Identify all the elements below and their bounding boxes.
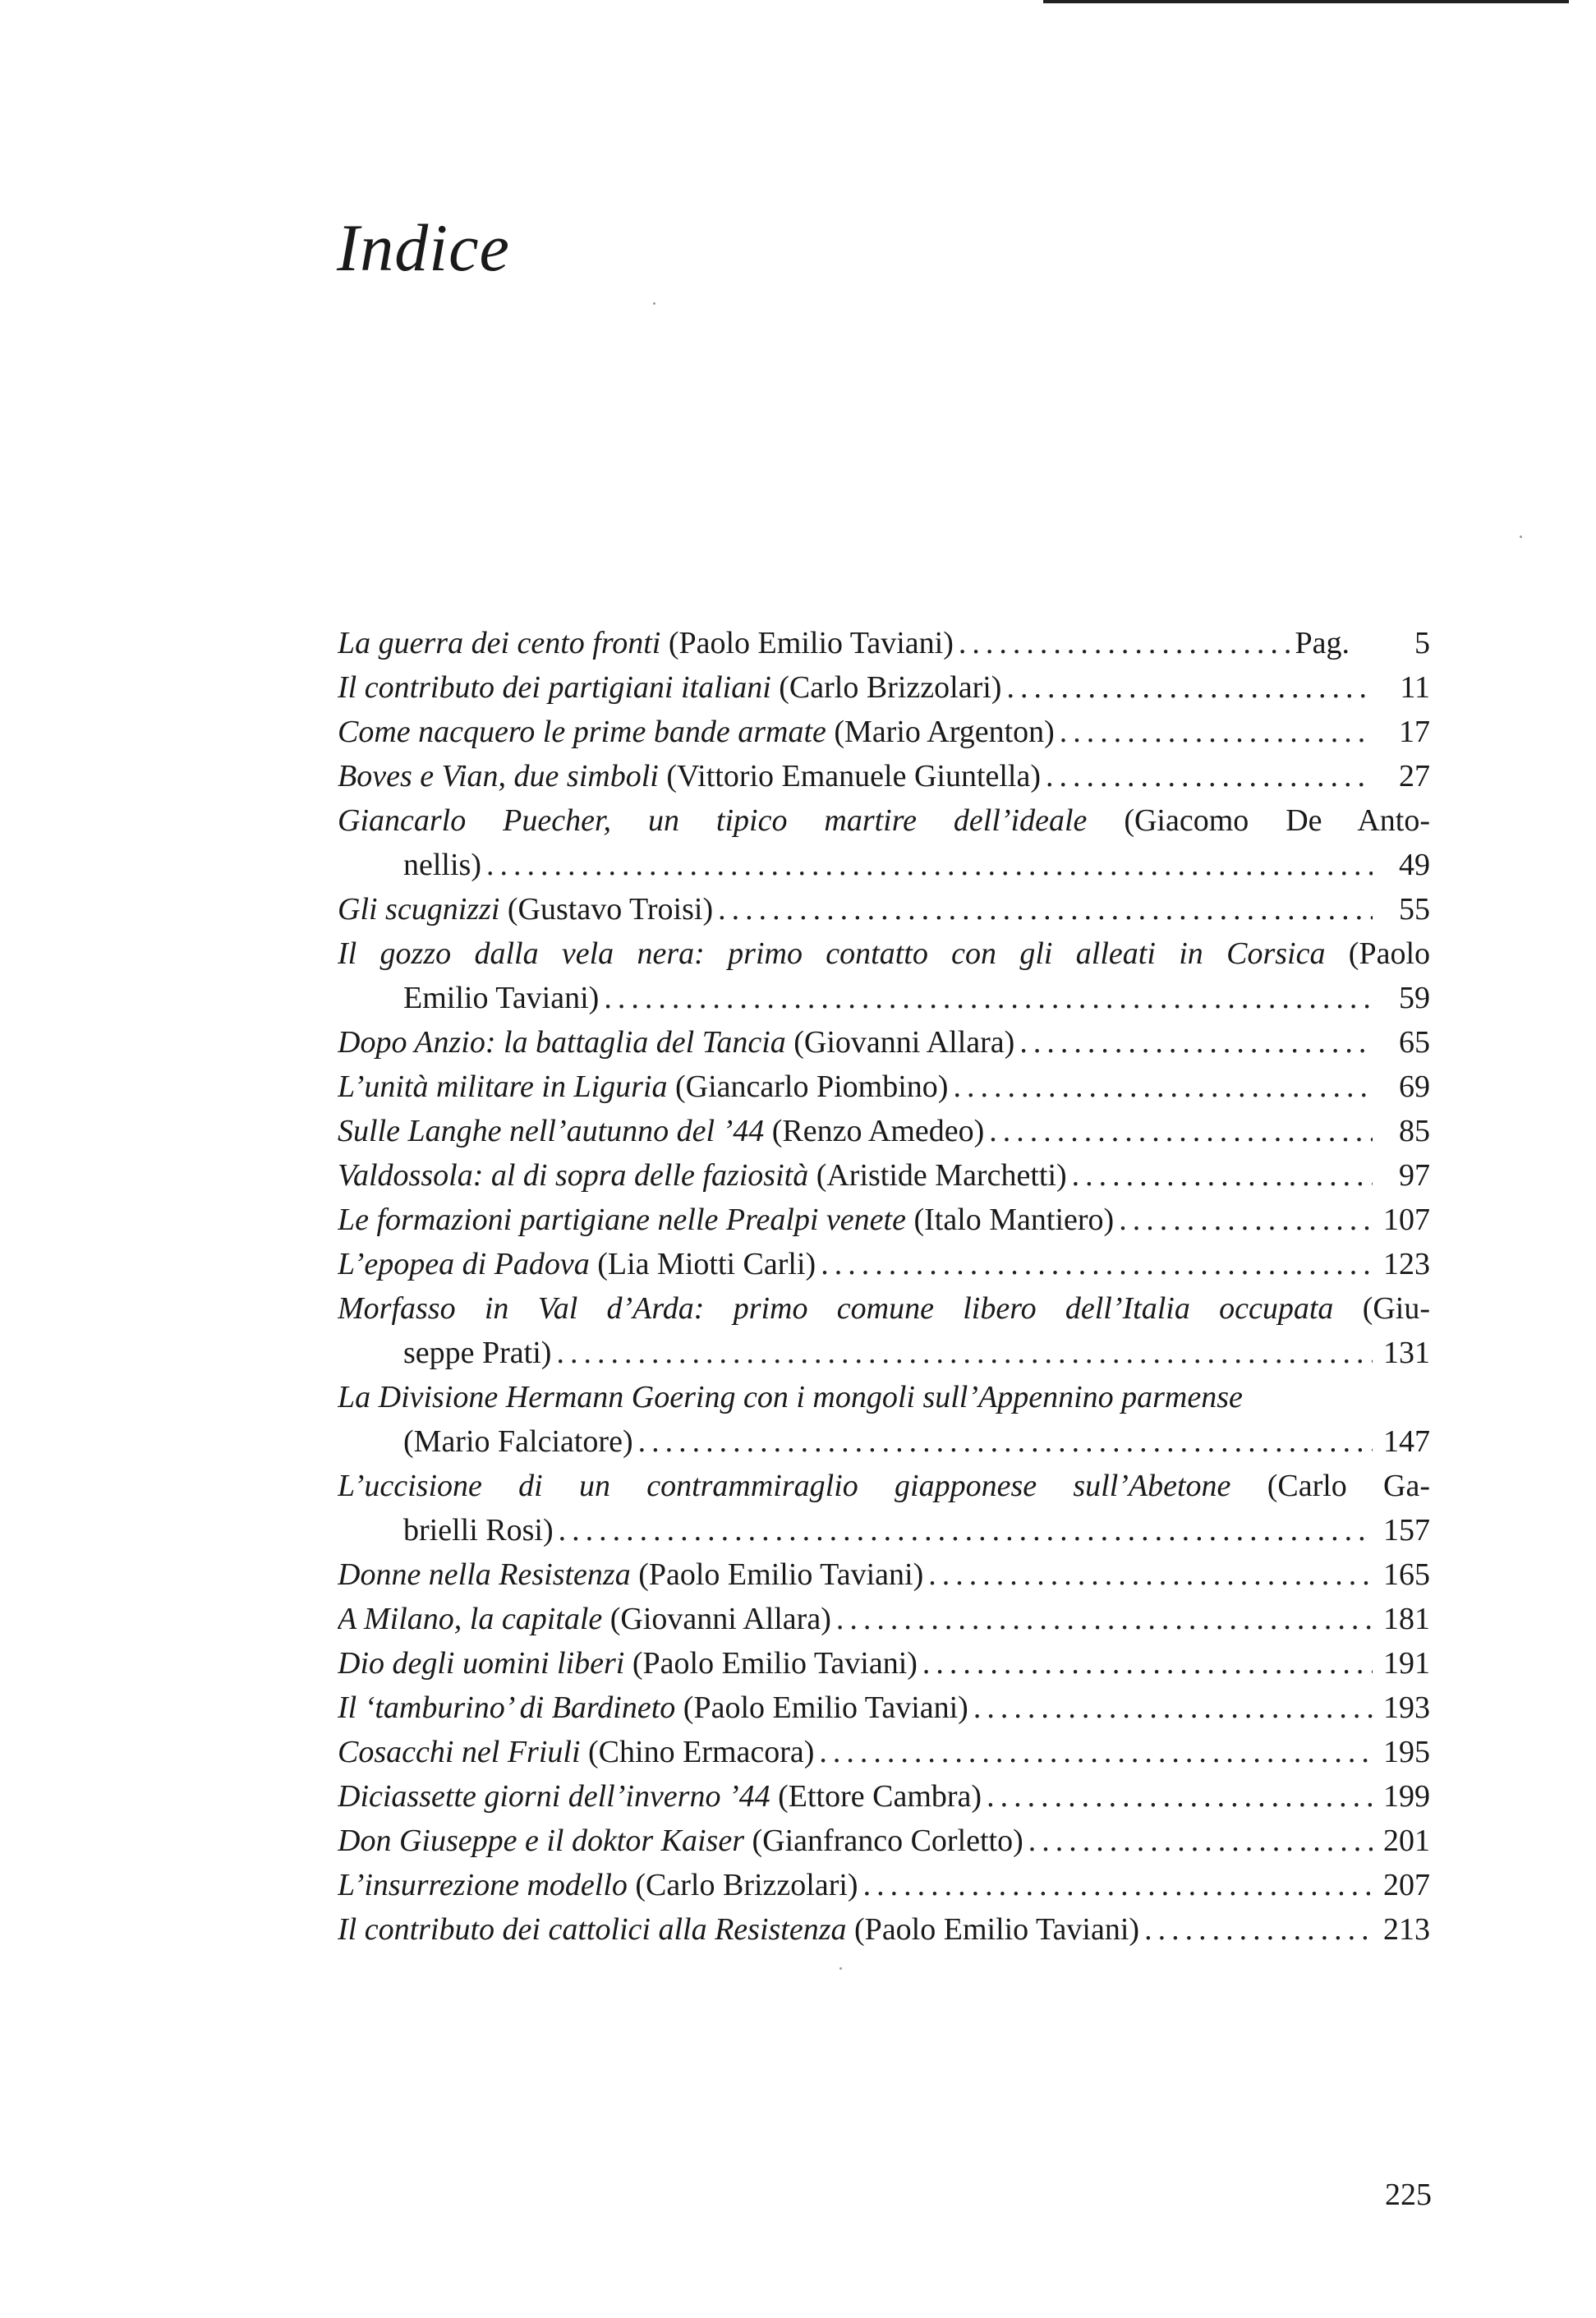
toc-page-number: 55 xyxy=(1399,892,1430,927)
toc-author: (Gianfranco Corletto) xyxy=(752,1824,1023,1858)
dot-leader xyxy=(987,1774,1373,1819)
toc-author: (Paolo xyxy=(1348,936,1430,971)
toc-title: Don Giuseppe e il doktor Kaiser xyxy=(338,1824,745,1858)
toc-author: (Gustavo Troisi) xyxy=(507,892,714,927)
pag-label: Pag. xyxy=(1295,626,1350,660)
dot-leader xyxy=(638,1419,1373,1464)
toc-title: Diciassette giorni dell’inverno ’44 xyxy=(338,1779,770,1814)
toc-title: Valdossola: al di sopra delle faziosità xyxy=(338,1158,809,1193)
toc-author: (Carlo Brizzolari) xyxy=(635,1868,858,1902)
toc-entry xyxy=(338,1641,1430,1686)
dot-leader xyxy=(1072,1153,1373,1198)
toc-title: Morfasso in Val d’Arda: primo comune libero dell’Italia occupata xyxy=(338,1291,1334,1326)
toc-author: (Aristide Marchetti) xyxy=(816,1158,1067,1193)
toc-entry xyxy=(338,798,1430,887)
toc-title: La Divisione Hermann Goering con i mongoli sull’Appennino parmense xyxy=(338,1380,1243,1414)
table-of-contents xyxy=(338,621,1430,1952)
toc-entry xyxy=(338,1730,1430,1774)
toc-title: Dio degli uomini liberi xyxy=(338,1646,625,1681)
dot-leader xyxy=(953,1065,1373,1109)
toc-entry xyxy=(338,1286,1430,1375)
toc-author: (Carlo Brizzolari) xyxy=(779,670,1002,705)
dot-leader xyxy=(973,1686,1373,1730)
toc-title: A Milano, la capitale xyxy=(338,1602,603,1636)
toc-author: (Giu- xyxy=(1362,1291,1430,1326)
toc-page-number: 201 xyxy=(1383,1824,1430,1858)
toc-entry xyxy=(338,931,1430,1020)
toc-page-number: 123 xyxy=(1383,1247,1430,1281)
dot-leader xyxy=(863,1863,1373,1907)
toc-author-continued: (Mario Falciatore) xyxy=(403,1424,633,1459)
toc-entry xyxy=(338,887,1430,931)
dot-leader xyxy=(989,1109,1373,1153)
dot-leader xyxy=(556,1331,1373,1375)
toc-entry xyxy=(338,1464,1430,1552)
dot-leader xyxy=(1060,710,1373,754)
toc-title: Boves e Vian, due simboli xyxy=(338,759,659,793)
toc-entry xyxy=(338,1242,1430,1286)
toc-author: (Chino Ermacora) xyxy=(588,1735,815,1769)
toc-entry xyxy=(338,1020,1430,1065)
dot-leader xyxy=(559,1508,1373,1552)
toc-entry xyxy=(338,1109,1430,1153)
toc-title: Il contributo dei partigiani italiani xyxy=(338,670,771,705)
toc-title: Il contributo dei cattolici alla Resistenza xyxy=(338,1912,847,1947)
toc-title: Giancarlo Puecher, un tipico martire dell’ideale xyxy=(338,803,1088,838)
toc-page-number: 165 xyxy=(1383,1557,1430,1592)
toc-page-number: 195 xyxy=(1383,1735,1430,1769)
toc-page-number: 5 xyxy=(1414,626,1430,660)
dot-leader xyxy=(1144,1907,1373,1952)
toc-title: Il gozzo dalla vela nera: primo contatto con gli alleati in Corsica xyxy=(338,936,1326,971)
dot-leader xyxy=(1028,1819,1373,1863)
dot-leader xyxy=(959,621,1290,665)
dot-leader xyxy=(1006,665,1373,710)
toc-page-number: 207 xyxy=(1383,1868,1430,1902)
toc-page-number: 49 xyxy=(1399,848,1430,882)
toc-title: Sulle Langhe nell’autunno del ’44 xyxy=(338,1114,765,1148)
toc-title: Cosacchi nel Friuli xyxy=(338,1735,581,1769)
toc-author: (Giovanni Allara) xyxy=(793,1025,1015,1060)
toc-entry xyxy=(338,754,1430,798)
toc-title: L’insurrezione modello xyxy=(338,1868,628,1902)
toc-title: Dopo Anzio: la battaglia del Tancia xyxy=(338,1025,786,1060)
dot-leader xyxy=(604,976,1373,1020)
toc-page-number: 11 xyxy=(1400,670,1430,705)
dot-leader xyxy=(836,1597,1373,1641)
dot-leader xyxy=(1046,754,1373,798)
dot-leader xyxy=(821,1242,1373,1286)
dot-leader xyxy=(922,1641,1373,1686)
toc-entry xyxy=(338,1907,1430,1952)
toc-page-number: 69 xyxy=(1399,1069,1430,1104)
toc-page-number: 17 xyxy=(1399,715,1430,749)
toc-page-number: 97 xyxy=(1399,1158,1430,1193)
toc-title: L’unità militare in Liguria xyxy=(338,1069,668,1104)
toc-entry xyxy=(338,1065,1430,1109)
toc-title: Il ‘tamburino’ di Bardineto xyxy=(338,1690,676,1725)
dot-leader xyxy=(1019,1020,1373,1065)
toc-page-number: 213 xyxy=(1383,1912,1430,1947)
toc-title: L’uccisione di un contrammiraglio giapponese sull’Abetone xyxy=(338,1469,1231,1503)
toc-entry xyxy=(338,710,1430,754)
toc-page-number: 147 xyxy=(1383,1424,1430,1459)
toc-author: (Vittorio Emanuele Giuntella) xyxy=(666,759,1042,793)
toc-entry xyxy=(338,1863,1430,1907)
dot-leader xyxy=(819,1730,1373,1774)
toc-page-number: 107 xyxy=(1383,1203,1430,1237)
toc-entry xyxy=(338,1153,1430,1198)
page-number: 225 xyxy=(1385,2178,1432,2212)
scan-speck xyxy=(653,302,655,305)
toc-author: (Paolo Emilio Taviani) xyxy=(638,1557,924,1592)
top-rule xyxy=(1043,0,1569,3)
toc-title: Gli scugnizzi xyxy=(338,892,500,927)
toc-entry xyxy=(338,1198,1430,1242)
toc-author: (Ettore Cambra) xyxy=(778,1779,982,1814)
toc-entry xyxy=(338,1597,1430,1641)
toc-page-number: 27 xyxy=(1399,759,1430,793)
toc-author: (Giacomo De Anto- xyxy=(1124,803,1430,838)
toc-title: Le formazioni partigiane nelle Prealpi venete xyxy=(338,1203,906,1237)
dot-leader xyxy=(1119,1198,1373,1242)
toc-entry xyxy=(338,1375,1430,1464)
page-title: Indice xyxy=(337,210,510,285)
toc-author: (Carlo Ga- xyxy=(1267,1469,1430,1503)
scan-speck xyxy=(839,1967,842,1970)
toc-author: (Paolo Emilio Taviani) xyxy=(632,1646,918,1681)
toc-title: Come nacquero le prime bande armate xyxy=(338,715,826,749)
toc-page-number: 157 xyxy=(1383,1513,1430,1548)
toc-author-continued: Emilio Taviani) xyxy=(403,981,600,1015)
toc-page-number: 131 xyxy=(1383,1336,1430,1370)
toc-page-number: 181 xyxy=(1383,1602,1430,1636)
toc-title: Donne nella Resistenza xyxy=(338,1557,631,1592)
toc-entry xyxy=(338,1819,1430,1863)
toc-author: (Paolo Emilio Taviani) xyxy=(683,1690,968,1725)
toc-page-number: 65 xyxy=(1399,1025,1430,1060)
toc-page-number: 191 xyxy=(1383,1646,1430,1681)
dot-leader xyxy=(718,887,1373,931)
toc-page-number: 193 xyxy=(1383,1690,1430,1725)
toc-entry xyxy=(338,665,1430,710)
toc-page-number: 59 xyxy=(1399,981,1430,1015)
toc-entry xyxy=(338,1774,1430,1819)
toc-entry xyxy=(338,1686,1430,1730)
toc-author: (Lia Miotti Carli) xyxy=(597,1247,816,1281)
dot-leader xyxy=(486,843,1373,887)
toc-author-continued: nellis) xyxy=(403,848,481,882)
toc-author: (Giancarlo Piombino) xyxy=(675,1069,949,1104)
toc-entry xyxy=(338,1552,1430,1597)
toc-entry xyxy=(338,621,1430,665)
toc-author-continued: brielli Rosi) xyxy=(403,1513,554,1548)
scan-speck xyxy=(1520,536,1522,538)
toc-page-number: 85 xyxy=(1399,1114,1430,1148)
toc-page-number: 199 xyxy=(1383,1779,1430,1814)
toc-author: (Paolo Emilio Taviani) xyxy=(668,626,954,660)
toc-author: (Paolo Emilio Taviani) xyxy=(854,1912,1140,1947)
toc-title: L’epopea di Padova xyxy=(338,1247,590,1281)
toc-author: (Giovanni Allara) xyxy=(609,1602,831,1636)
toc-author: (Italo Mantiero) xyxy=(913,1203,1115,1237)
dot-leader xyxy=(928,1552,1373,1597)
toc-author-continued: seppe Prati) xyxy=(403,1336,552,1370)
toc-title: La guerra dei cento fronti xyxy=(338,626,661,660)
toc-author: (Mario Argenton) xyxy=(834,715,1055,749)
toc-author: (Renzo Amedeo) xyxy=(771,1114,985,1148)
